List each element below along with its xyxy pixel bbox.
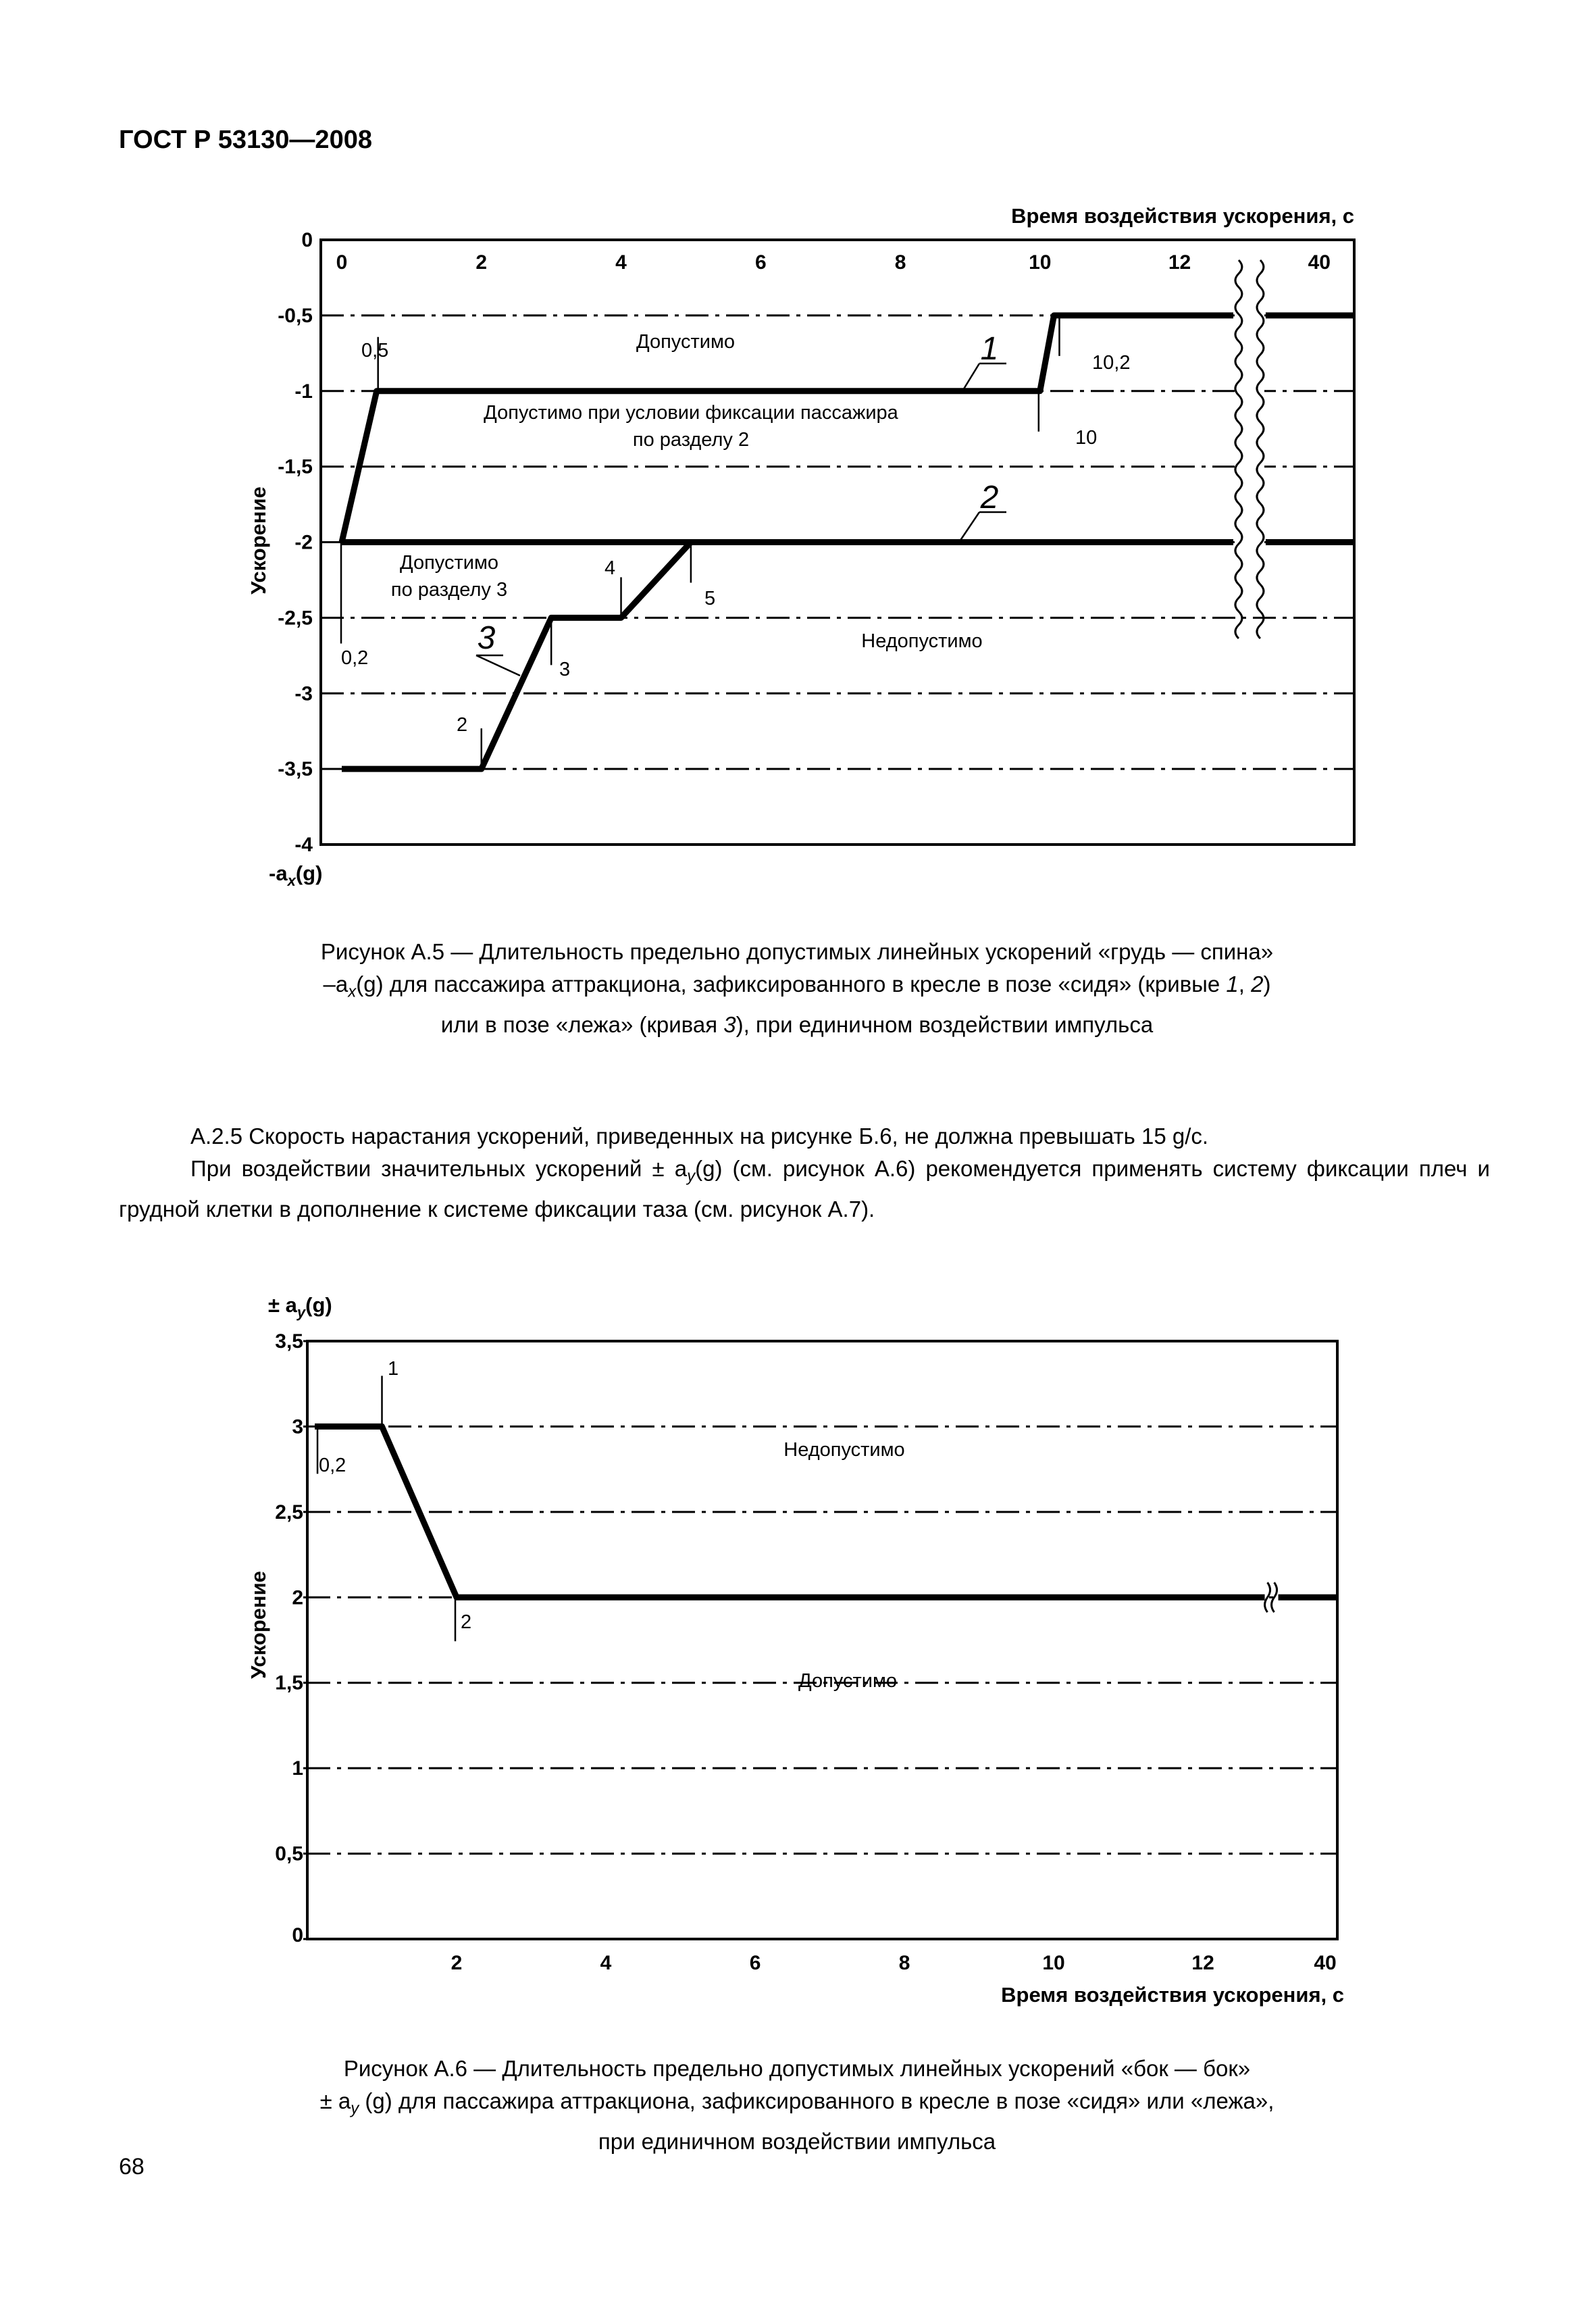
document-header: ГОСТ Р 53130—2008 — [119, 126, 372, 154]
figure-a6-chart — [0, 1284, 1596, 2007]
x-tick-label: 40 — [1308, 251, 1331, 274]
paragraph: А.2.5 Скорость нарастания ускорений, приведенных на рисунке Б.6, не должна превышать 15 g/c. — [190, 1124, 1209, 1149]
y-tick-label: 2,5 — [275, 1501, 303, 1524]
point-label-2: 2 — [461, 1611, 472, 1633]
curve-label-leader — [962, 363, 979, 391]
curve-label-2: 2 — [980, 480, 999, 515]
curve-label-1: 1 — [980, 331, 999, 367]
series-curve-3 — [342, 543, 691, 770]
y-tick-label: -1 — [294, 380, 313, 403]
region-allowed-s3-line2: по разделу 3 — [390, 579, 508, 601]
y-tick-label: -3,5 — [278, 758, 313, 781]
x-axis-title: Время воздействия ускорения, с — [1001, 1983, 1344, 2007]
point-label-2: 2 — [457, 714, 468, 736]
x-tick-label: 40 — [1314, 1952, 1337, 1974]
y-tick-label: 0 — [292, 1924, 303, 1946]
y-unit-label: $-a_x(g)$ — [269, 861, 323, 889]
caption-line: Рисунок А.5 — Длительность предельно допустимых линейных ускорений «грудь — спина» — [320, 939, 1274, 964]
paragraph: При воздействии значительных ускорений ± $a_y(g)$ (см. рисунок А.6) рекомендуется применять систему фиксации плеч и грудной клетки в дополнение к системе фиксации таза (см. рисунок А.7). — [119, 1156, 1490, 1222]
y-tick-label: -2,5 — [278, 607, 313, 630]
y-tick-label: -4 — [294, 834, 313, 856]
caption-line: или в позе «лежа» (кривая 3), при единичном воздействии импульса — [440, 1011, 1154, 1037]
region-allowed: Допустимо — [798, 1670, 898, 1692]
series-curve-1 — [342, 316, 1233, 543]
body-text — [119, 1120, 1490, 1226]
caption-line: ± $a_y$ (g) для пассажира аттракциона, зафиксированного в кресле в позе «сидя» или «лежа», — [319, 2088, 1275, 2118]
point-label-10: 10 — [1075, 427, 1098, 449]
y-tick-label: 0,5 — [275, 1842, 303, 1865]
region-not-allowed: Недопустимо — [861, 630, 983, 652]
curve-label-3: 3 — [477, 620, 496, 656]
caption-line: $-a_x(g)$ для пассажира аттракциона, зафиксированного в кресле в позе «сидя» (кривые 1, 2) — [323, 972, 1271, 1001]
y-tick-label: 0 — [301, 229, 313, 251]
y-tick-label: 1,5 — [275, 1671, 303, 1694]
region-allowed-fix-line2: по разделу 2 — [632, 429, 750, 451]
point-label-1: 1 — [388, 1358, 399, 1380]
region-allowed-fix-line1: Допустимо при условии фиксации пассажира — [484, 402, 898, 424]
page-number: 68 — [119, 2154, 145, 2180]
y-tick-label: 1 — [292, 1757, 303, 1780]
x-tick-label: 4 — [615, 251, 627, 274]
x-axis-title: Время воздействия ускорения, с — [1011, 204, 1354, 228]
x-tick-label: 8 — [898, 1952, 910, 1974]
point-label-4: 4 — [604, 557, 616, 579]
y-tick-label: 2 — [292, 1586, 303, 1609]
x-tick-label: 12 — [1191, 1952, 1214, 1974]
y-tick-label: -2 — [294, 531, 313, 554]
point-label-0-2: 0,2 — [319, 1455, 346, 1476]
point-label-5: 5 — [704, 588, 716, 609]
x-tick-label: 2 — [451, 1952, 463, 1974]
region-not-allowed: Недопустимо — [783, 1439, 905, 1461]
point-label-0-2: 0,2 — [341, 647, 369, 669]
figure-a5-caption — [203, 936, 1391, 1041]
x-tick-label: 4 — [600, 1952, 612, 1974]
x-tick-label: 6 — [749, 1952, 761, 1974]
region-allowed-s3-line1: Допустимо — [399, 552, 499, 574]
y-unit-label: ± $a_y(g)$ — [268, 1293, 332, 1321]
y-axis-title: Ускорение — [247, 486, 270, 595]
x-tick-label: 12 — [1168, 251, 1191, 274]
caption-line: Рисунок А.6 — Длительность предельно допустимых линейных ускорений «бок — бок» — [343, 2056, 1251, 2081]
y-tick-label: -0,5 — [278, 304, 313, 327]
y-tick-label: 3 — [292, 1415, 303, 1438]
region-allowed: Допустимо — [636, 331, 736, 353]
point-label-0-5: 0,5 — [361, 340, 389, 361]
y-tick-label: 3,5 — [275, 1330, 303, 1353]
y-tick-label: -1,5 — [278, 455, 313, 478]
figure-a6-caption — [203, 2053, 1391, 2158]
x-tick-label: 10 — [1029, 251, 1052, 274]
point-label-10-2: 10,2 — [1092, 352, 1131, 374]
x-tick-label: 2 — [475, 251, 488, 274]
plot-frame — [307, 1341, 1337, 1939]
x-tick-label: 0 — [336, 251, 348, 274]
y-tick-label: -3 — [294, 682, 313, 705]
point-label-3: 3 — [559, 659, 571, 680]
curve-label-leader — [959, 512, 979, 543]
caption-line: при единичном воздействии импульса — [598, 2128, 996, 2154]
y-axis-title: Ускорение — [247, 1571, 270, 1679]
x-tick-label: 10 — [1042, 1952, 1065, 1974]
curve-label-leader — [476, 655, 520, 676]
x-tick-label: 6 — [754, 251, 767, 274]
x-tick-label: 8 — [894, 251, 906, 274]
